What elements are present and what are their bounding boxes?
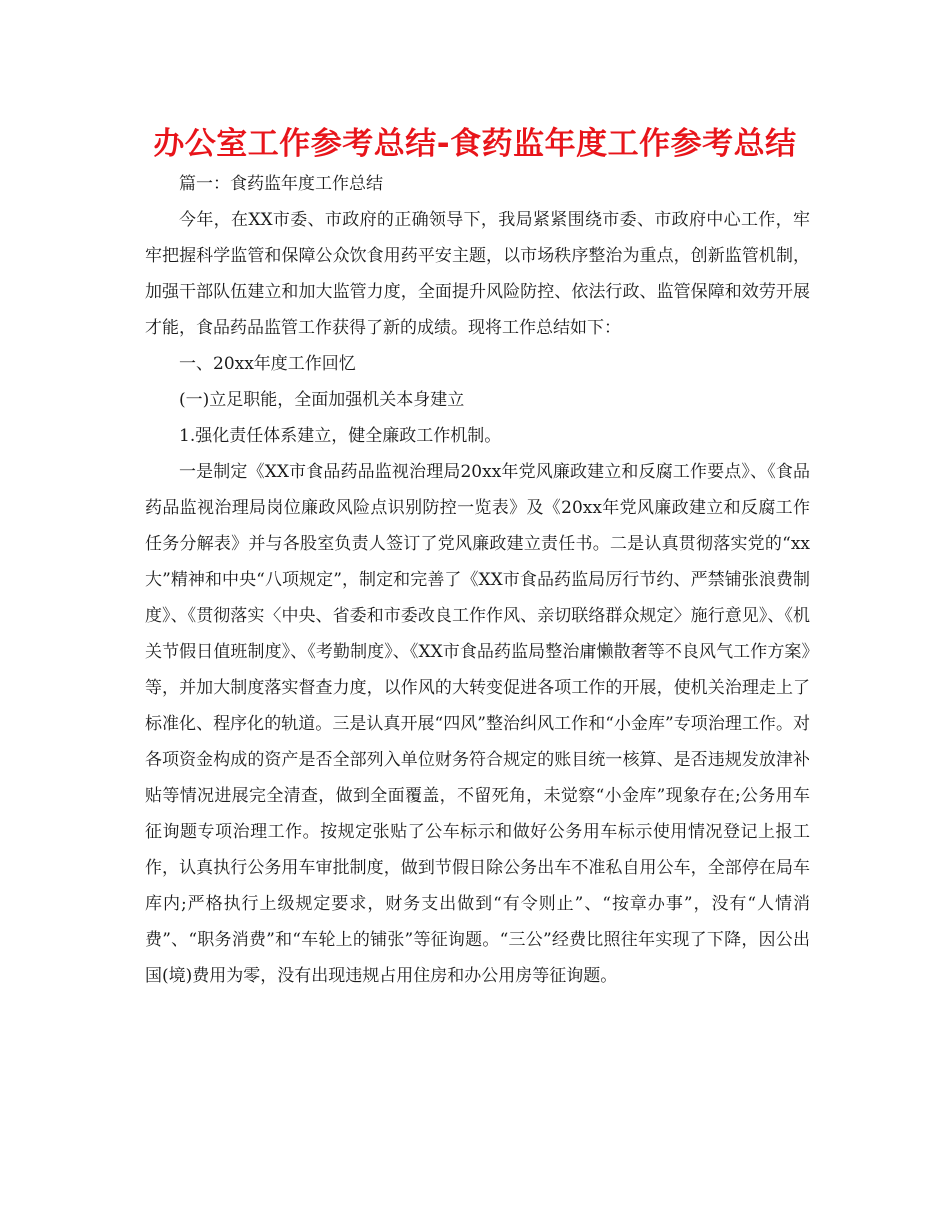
document-body — [145, 166, 810, 994]
heading-level-2: (一)立足职能，全面加强机关本身建立 — [179, 390, 465, 410]
intro-paragraph: 今年，在XX市委、市政府的正确领导下，我局紧紧围绕市委、市政府中心工作，牢牢把握科学监管和保障公众饮食用药平安主题，以市场秩序整治为重点，创新监管机制，加强干部队伍建立和加大监管力度，全面提升风险防控、依法行政、监管保障和效劳开展才能，食品药品监管工作获得了新的成绩。现将工作总结如下： — [145, 210, 810, 338]
heading-level-3: 1.强化责任体系建立，健全廉政工作机制。 — [179, 426, 502, 446]
body-paragraph: 一是制定《XX市食品药品监视治理局20xx年党风廉政建立和反腐工作要点》、《食品药品监视治理局岗位廉政风险点识别防控一览表》及《20xx年党风廉政建立和反腐工作任务分解表》并与各股室负责人签订了党风廉政建立责任书。二是认真贯彻落实党的“xx大”精神和中央“八项规定”，制定和完善了《XX市食品药监局厉行节约、严禁铺张浪费制度》、《贯彻落实〈中央、省委和市委改良工作作风、亲切联络群众规定〉施行意见》、《机关节假日值班制度》、《考勤制度》、《XX市食品药监局整治庸懒散奢等不良风气工作方案》等，并加大制度落实督查力度，以作风的大转变促进各项工作的开展，使机关治理走上了标准化、程序化的轨道。三是认真开展“四风”整治纠风工作和“小金库”专项治理工作。对各项资金构成的资产是否全部列入单位财务符合规定的账目统一核算、是否违规发放津补贴等情况进展完全清查，做到全面覆盖，不留死角，未觉察“小金库”现象存在;公务用车征询题专项治理工作。按规定张贴了公车标示和做好公务用车标示使用情况登记上报工作，认真执行公务用车审批制度，做到节假日除公务出车不准私自用公车，全部停在局车库内;严格执行上级规定要求，财务支出做到“有令则止”、“按章办事”，没有“人情消费”、“职务消费”和“车轮上的铺张”等征询题。“三公”经费比照往年实现了下降，因公出国(境)费用为零，没有出现违规占用住房和办公用房等征询题。 — [145, 462, 810, 986]
document-title: 办公室工作参考总结-食药监年度工作参考总结 — [153, 126, 797, 162]
section-heading: 篇一：食药监年度工作总结 — [179, 174, 383, 194]
heading-level-1: 一、20xx年度工作回忆 — [179, 354, 356, 374]
